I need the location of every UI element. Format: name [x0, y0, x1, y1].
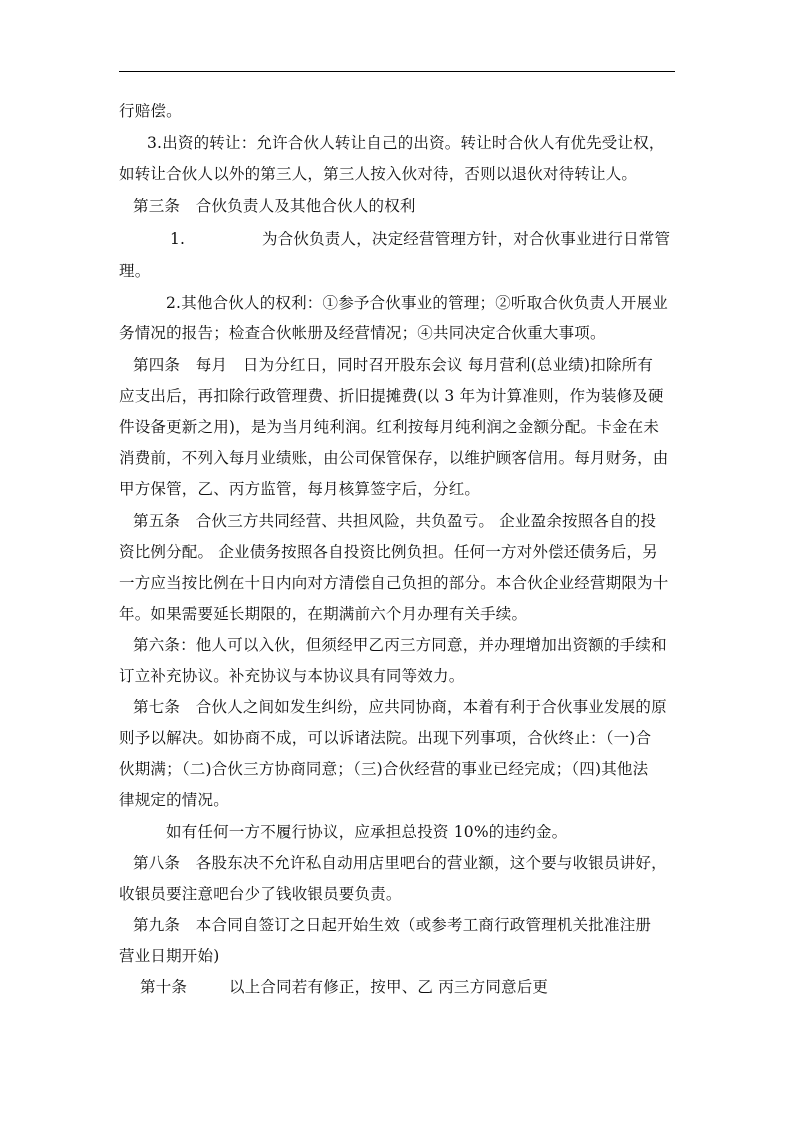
text-line: 如转让合伙人以外的第三人，第三人按入伙对待，否则以退伙对待转让人。: [119, 165, 638, 183]
text-line: 则予以解决。如协商不成，可以诉诸法院。出现下列事项，合伙终止：（一)合: [119, 729, 652, 747]
text-line: 消费前，不列入每月业绩账，由公司保管保存，以维护顾客信用。每月财务，由: [119, 449, 669, 467]
text-line: 2.其他合伙人的权利：①参予合伙事业的管理；②听取合伙负责人开展业: [166, 294, 668, 312]
section-heading: 第六条：他人可以入伙，但须经甲乙丙三方同意，并办理增加出资额的手续和: [133, 636, 667, 654]
text-line: 甲方保管，乙、丙方监管，每月核算签字后，分红。: [119, 480, 481, 498]
text-line: 年。如果需要延长期限的，在期满前六个月办理有关手续。: [119, 605, 528, 623]
text-line: 伙期满；（二)合伙三方协商同意；（三)合伙经营的事业已经完成；（四)其他法: [119, 760, 649, 778]
text-line: 收银员要注意吧台少了钱收银员要负责。: [119, 885, 402, 903]
text-line: 如有任何一方不履行协议，应承担总投资 10%的违约金。: [166, 823, 568, 841]
text-line: 应支出后，再扣除行政管理费、折旧提摊费(以 3 年为计算准则，作为装修及硬: [119, 387, 664, 405]
list-number: 1.: [170, 230, 186, 248]
section-heading: 第十条: [140, 978, 188, 996]
text-line: 资比例分配。 企业债务按照各自投资比例负担。任何一方对外偿还债务后，另: [119, 543, 658, 561]
text-line: 3.出资的转让：允许合伙人转让自己的出资。转让时合伙人有优先受让权，: [147, 134, 665, 152]
text-line: 营业日期开始): [119, 947, 220, 965]
section-heading: 第八条 各股东决不允许私自动用店里吧台的营业额，这个要与收银员讲好，: [133, 854, 667, 872]
header-rule: [119, 71, 675, 72]
text-line: 订立补充协议。补充协议与本协议具有同等效力。: [119, 667, 465, 685]
section-heading: 第九条 本合同自签订之日起开始生效（或参考工商行政管理机关批准注册: [133, 916, 652, 934]
section-heading: 第三条 合伙负责人及其他合伙人的权利: [133, 197, 416, 215]
text-line: 为合伙负责人，决定经营管理方针，对合伙事业进行日常管: [262, 230, 671, 248]
text-line: 行赔偿。: [119, 102, 182, 120]
text-line: 律规定的情况。: [119, 791, 229, 809]
text-line: 理。: [119, 262, 151, 280]
text-line: 以上合同若有修正，按甲、乙 丙三方同意后更: [229, 978, 549, 996]
section-heading: 第五条 合伙三方共同经营、共担风险，共负盈亏。 企业盈余按照各自的投: [133, 512, 657, 530]
text-line: 件设备更新之用)，是为当月纯利润。红利按每月纯利润之金额分配。卡金在未: [119, 418, 660, 436]
text-line: 务情况的报告；检查合伙帐册及经营情况；④共同决定合伙重大事项。: [119, 324, 606, 342]
text-line: 一方应当按比例在十日内向对方清偿自己负担的部分。本合伙企业经营期限为十: [119, 574, 669, 592]
section-heading: 第四条 每月 日为分红日，同时召开股东会议 每月营利(总业绩)扣除所有: [133, 356, 654, 374]
section-heading: 第七条 合伙人之间如发生纠纷，应共同协商，本着有利于合伙事业发展的原: [133, 698, 667, 716]
